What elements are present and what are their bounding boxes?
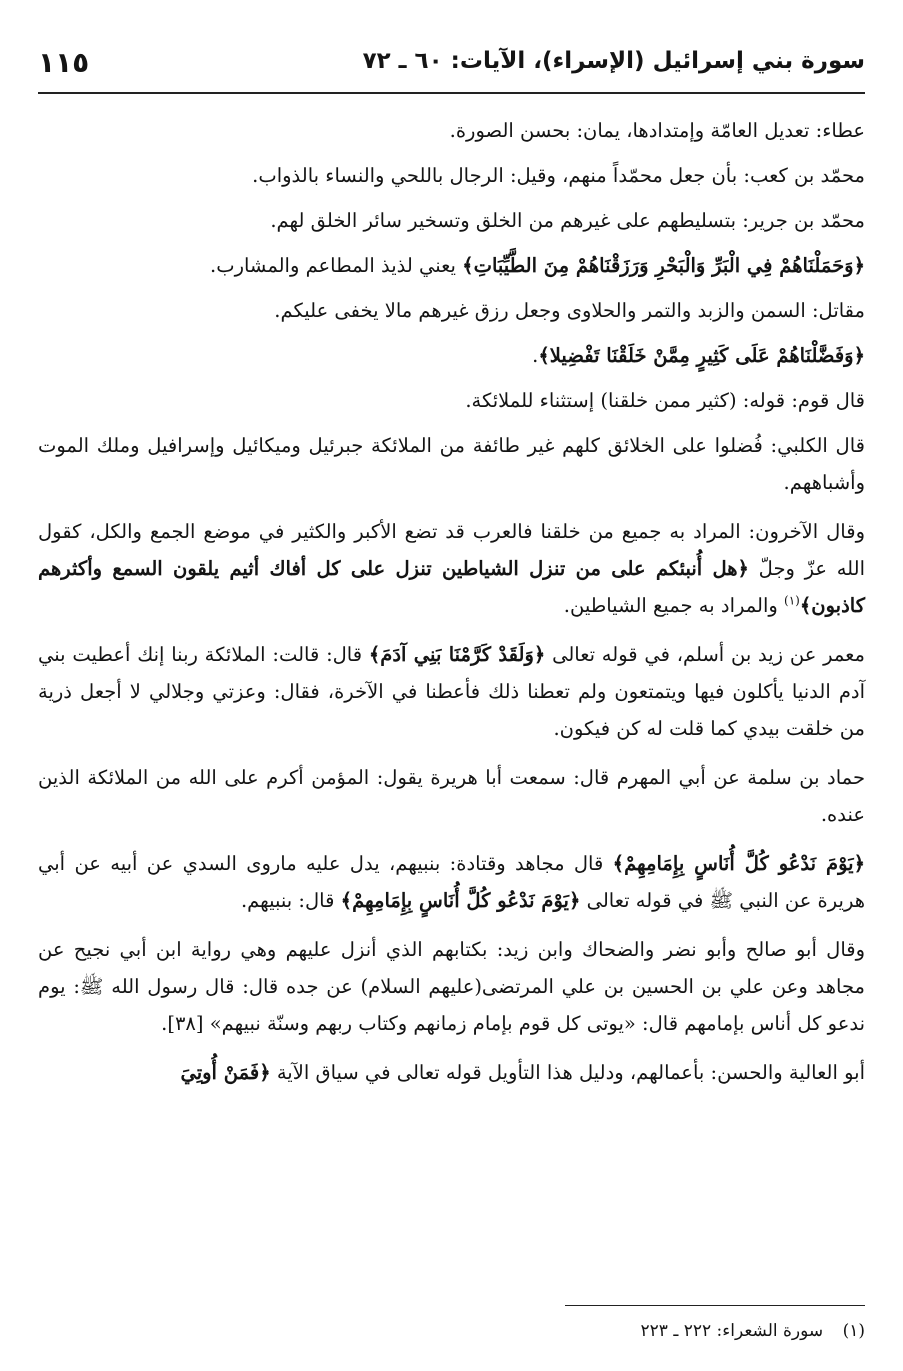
paragraph: قال قوم: قوله: (كثير ممن خلقنا) إستثناء للملائكة. — [465, 389, 865, 412]
paragraph-text: . — [532, 344, 539, 367]
paragraph: محمّد بن جرير: بتسليطهم على غيرهم من الخلق وتسخير سائر الخلق لهم. — [270, 209, 865, 232]
footnote-mark: (١) — [842, 1321, 865, 1341]
quran-verse: ﴿هل أُنبئكم على من تنزل الشياطين تنزل على كل أفاك أثيم يلقون السمع وأكثرهم كاذبون﴾ — [38, 557, 865, 617]
paragraph: عطاء: تعديل العامّة وإمتدادها، يمان: بحسن الصورة. — [449, 119, 865, 142]
header-title: سورة بني إسرائيل (الإسراء)، الآيات: ٦٠ ـ ٧٢ — [362, 48, 865, 74]
paragraph-text: معمر عن زيد بن أسلم، في قوله تعالى — [545, 643, 866, 666]
quran-verse: ﴿وَلَقَدْ كَرَّمْنَا بَنِي آدَمَ﴾ — [368, 643, 546, 666]
quran-verse: ﴿وَفَضَّلْنَاهُمْ عَلَى كَثِيرٍ مِمَّنْ خَلَقْنَا تَفْضِيلا﴾ — [538, 344, 865, 367]
paragraph-text: قال مجاهد وقتادة: بنبيهم، يدل عليه ماروى السدي عن أبيه عن أبي هريرة عن النبي ﷺ في قوله تعالى — [38, 852, 865, 912]
running-header — [38, 46, 865, 94]
paragraph-text: وقال الآخرون: المراد به جميع من خلقنا فالعرب قد تضع الأكبر والكثير في موضع الجمع والكل، كقول الله عزّ وجلّ — [38, 520, 865, 580]
footnote-reference[interactable]: (١) — [784, 593, 800, 608]
paragraph-text: والمراد به جميع الشياطين. — [563, 594, 785, 617]
paragraph: مقاتل: السمن والزبد والتمر والحلاوى وجعل رزق غيرهم مالا يخفى عليكم. — [274, 299, 865, 322]
paragraph: حماد بن سلمة عن أبي المهرم قال: سمعت أبا هريرة يقول: المؤمن أكرم على الله من الملائكة الذين عنده. — [38, 766, 865, 826]
paragraph — [38, 845, 865, 919]
quran-verse: ﴿فَمَنْ أُوتِيَ — [180, 1061, 271, 1084]
paragraph: محمّد بن كعب: بأن جعل محمّداً منهم، وقيل: الرجال باللحي والنساء بالذواب. — [252, 164, 865, 187]
paragraph — [38, 636, 865, 747]
footnote-divider — [565, 1305, 865, 1306]
quran-verse: ﴿وَحَمَلْنَاهُمْ فِي الْبَرِّ وَالْبَحْرِ وَرَزَقْنَاهُمْ مِنَ الطَّيِّبَاتِ﴾ — [462, 254, 865, 277]
footnote — [38, 1318, 865, 1344]
main-text — [38, 112, 865, 1103]
paragraph — [38, 247, 865, 284]
paragraph-text: قال: بنبيهم. — [240, 889, 341, 912]
quran-verse: ﴿يَوْمَ نَدْعُو كُلَّ أُنَاسٍ بِإِمَامِهِمْ﴾ — [612, 852, 865, 875]
footnote-text: سورة الشعراء: ٢٢٢ ـ ٢٢٣ — [640, 1321, 824, 1341]
paragraph-text: أبو العالية والحسن: بأعمالهم، ودليل هذا التأويل قوله تعالى في سياق الآية — [270, 1061, 865, 1084]
page-number: ١١٥ — [38, 46, 90, 79]
quran-verse: ﴿يَوْمَ نَدْعُو كُلَّ أُنَاسٍ بِإِمَامِهِمْ﴾ — [340, 889, 581, 912]
paragraph: وقال أبو صالح وأبو نضر والضحاك وابن زيد: بكتابهم الذي أنزل عليهم وهي رواية ابن أبي نجيح عن مجاهد وعن علي بن الحسين بن علي المرتضى(عليهم السلام) عن جده قال: قال رسول الله ﷺ: يوم ندعو كل أناس بإمامهم قال: «يوتى كل قوم بإمام زمانهم وكتاب ربهم وسنّة نبيهم» [٣٨]. — [38, 938, 865, 1035]
paragraph — [38, 1054, 865, 1091]
paragraph — [38, 337, 865, 374]
paragraph-text: قال: قالت: الملائكة ربنا إنك أعطيت بني آدم الدنيا يأكلون فيها ويتمتعون ولم تعطنا ذلك فأعطنا في الآخرة، فقال: وعزتي وجلالي لا أجعل ذرية من خلقت بيدي كما قلت له كن فيكون. — [38, 643, 865, 740]
paragraph — [38, 513, 865, 624]
paragraph: قال الكلبي: فُضلوا على الخلائق كلهم غير طائفة من الملائكة جبرئيل وميكائيل وإسرافيل وملك الموت وأشباههم. — [38, 434, 865, 494]
paragraph-text: يعني لذيذ المطاعم والمشارب. — [210, 254, 463, 277]
